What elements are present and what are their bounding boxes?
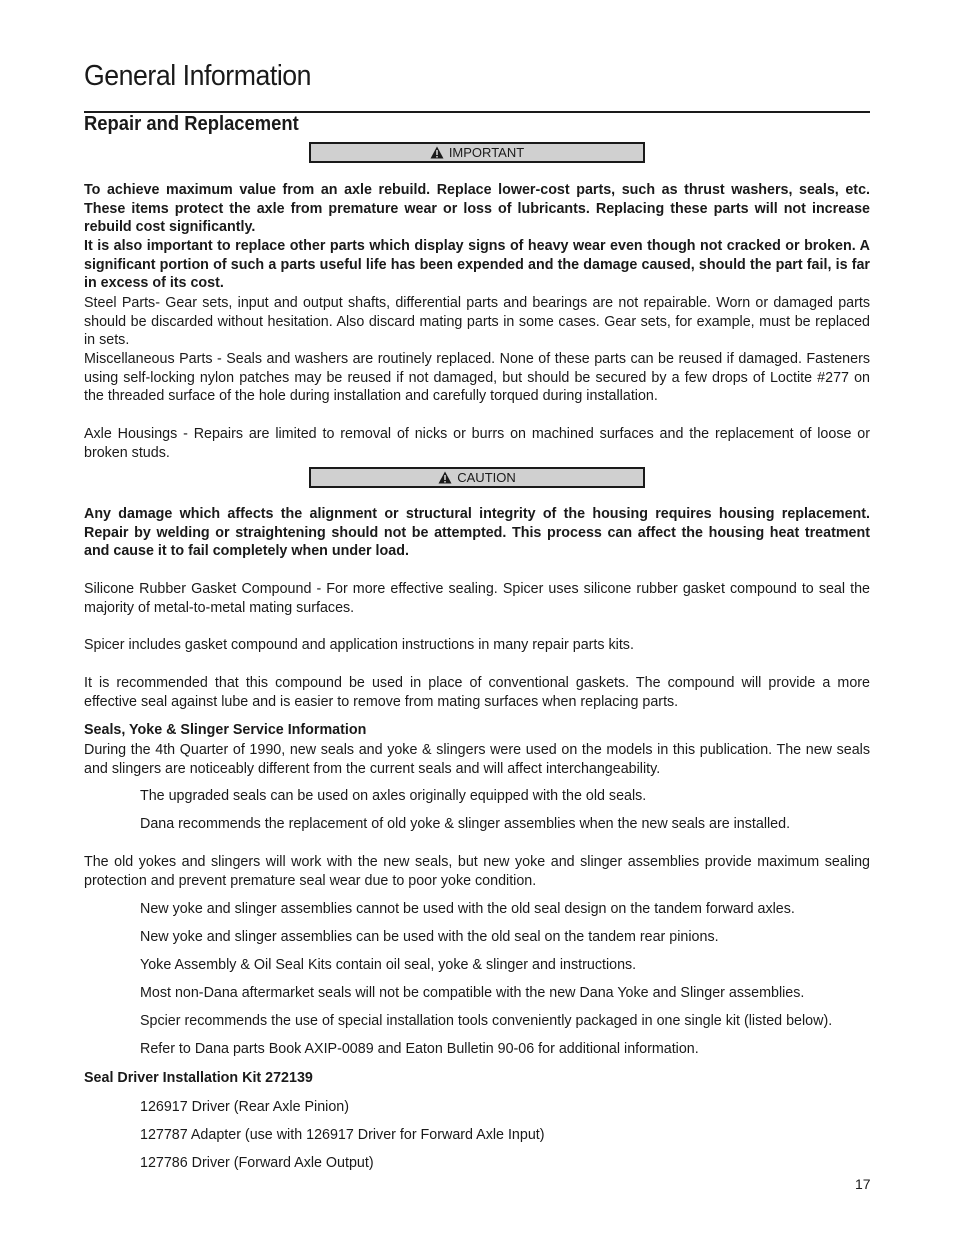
page-title: General Information <box>84 60 312 92</box>
paragraph-axle-housings: Axle Housings - Repairs are limited to removal of nicks or burrs on machined surfaces and the replacement of loose or broken studs. <box>84 426 870 461</box>
paragraph-housing-damage: Any damage which affects the alignment or structural integrity of the housing requires housing replacement. Repair by welding or straightening should not be attempted. This process can affect the housing heat treatment and cause it to fail completely when under load. <box>84 506 870 560</box>
list-item: Spcier recommends the use of special installation tools conveniently packaged in one single kit (listed below). <box>140 1013 833 1029</box>
list-item: Refer to Dana parts Book AXIP-0089 and Eaton Bulletin 90-06 for additional information. <box>140 1041 699 1057</box>
kit-item: 127786 Driver (Forward Axle Output) <box>140 1155 374 1171</box>
paragraph-value: To achieve maximum value from an axle rebuild. Replace lower-cost parts, such as thrust washers, seals, etc. These items protect the axle from premature wear or loss of lubricants. Replacing these parts will not increase rebuild cost significantly. <box>84 182 870 236</box>
document-page <box>84 0 870 1235</box>
caution-notice <box>309 467 645 488</box>
seals-middle: The old yokes and slingers will work with the new seals, but new yoke and slinger assemblies provide maximum sealing protection and prevent premature seal wear due to poor yoke condition. <box>84 854 870 889</box>
seals-heading: Seals, Yoke & Slinger Service Information <box>84 722 367 738</box>
warning-triangle-icon <box>430 146 444 159</box>
list-item: Yoke Assembly & Oil Seal Kits contain oil seal, yoke & slinger and instructions. <box>140 957 637 973</box>
seals-intro: During the 4th Quarter of 1990, new seals and yoke & slingers were used on the models in this publication. The new seals and slingers are noticeably different from the current seals and will affect interchangeability. <box>84 742 870 777</box>
warning-triangle-icon <box>438 471 452 484</box>
paragraph-misc-parts: Miscellaneous Parts - Seals and washers are routinely replaced. None of these parts can be reused if damaged. Fasteners using self-locking nylon patches may be reused if not damaged, but should be secured by a few drops of Loctite #277 on the threaded surface of the hole during installation and carefully torqued during installation. <box>84 351 870 405</box>
paragraph-gasket-compound: Silicone Rubber Gasket Compound - For more effective sealing. Spicer uses silicone rubber gasket compound to seal the majority of metal-to-metal mating surfaces. <box>84 581 870 616</box>
kit-heading: Seal Driver Installation Kit 272139 <box>84 1070 313 1086</box>
paragraph-steel-parts: Steel Parts- Gear sets, input and output shafts, differential parts and bearings are not repairable. Worn or damaged parts should be discarded without hesitation. Also discard mating parts in some cases. Gear sets, for example, must be replaced in sets. <box>84 295 870 349</box>
important-notice <box>309 142 645 163</box>
paragraph-wear: It is also important to replace other parts which display signs of heavy wear even though not cracked or broken. A significant portion of such a parts useful life has been expended and the damage caused, should the part fail, is far in excess of its cost. <box>84 238 870 292</box>
important-label: IMPORTANT <box>448 145 525 160</box>
list-item: Most non-Dana aftermarket seals will not be compatible with the new Dana Yoke and Slinger assemblies. <box>140 985 805 1001</box>
list-item: The upgraded seals can be used on axles originally equipped with the old seals. <box>140 788 647 804</box>
kit-item: 127787 Adapter (use with 126917 Driver for Forward Axle Input) <box>140 1127 545 1143</box>
paragraph-gasket-kits: Spicer includes gasket compound and application instructions in many repair parts kits. <box>84 637 634 653</box>
list-item: New yoke and slinger assemblies can be used with the old seal on the tandem rear pinions. <box>140 929 719 945</box>
caution-label: CAUTION <box>457 470 516 485</box>
list-item: Dana recommends the replacement of old yoke & slinger assemblies when the new seals are installed. <box>140 816 791 832</box>
paragraph-compound-recommended: It is recommended that this compound be used in place of conventional gaskets. The compound will provide a more effective seal against lube and is easier to remove from mating surfaces when replacing parts. <box>84 675 870 710</box>
list-item: New yoke and slinger assemblies cannot be used with the old seal design on the tandem forward axles. <box>140 901 795 917</box>
page-number: 17 <box>855 1176 871 1192</box>
kit-item: 126917 Driver (Rear Axle Pinion) <box>140 1099 349 1115</box>
section-title: Repair and Replacement <box>84 113 299 135</box>
